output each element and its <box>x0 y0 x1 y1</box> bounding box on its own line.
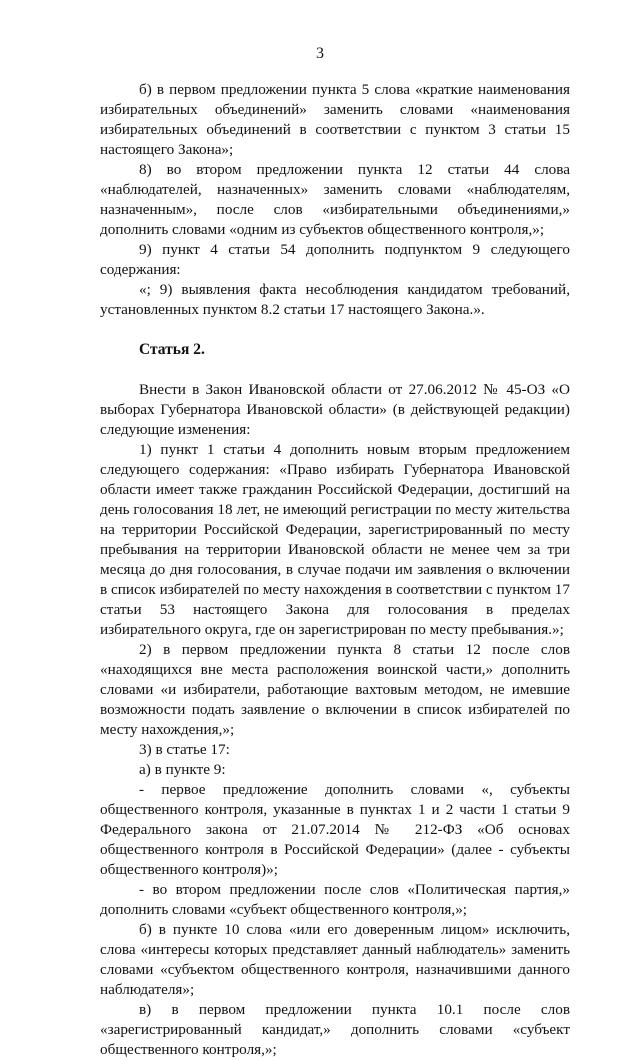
paragraph: б) в первом предложении пункта 5 слова «краткие наименования избирательных объединений» заменить словами «наименования избирательных объединений в соответствии с пунктом 3 статьи 15 настоящего Закона»; <box>100 81 570 158</box>
paragraph: 3) в статье 17: <box>139 741 230 758</box>
document-body <box>100 80 570 1060</box>
paragraph: - во втором предложении после слов «Политическая партия,» дополнить словами «субъект общественного контроля,»; <box>100 881 570 918</box>
paragraph: а) в пункте 9: <box>139 761 226 778</box>
article-heading: Статья 2. <box>139 341 205 358</box>
paragraph: 8) во втором предложении пункта 12 статьи 44 слова «наблюдателей, назначенных» заменить словами «наблюдателям, назначенным», после слов «избирательными объединениями,» дополнить словами «одним из субъектов общественного контроля,»; <box>100 161 570 238</box>
paragraph: в) в первом предложении пункта 10.1 после слов «зарегистрированный кандидат,» дополнить словами «субъект общественного контроля,»; <box>100 1001 570 1058</box>
page-number: 3 <box>316 45 324 62</box>
paragraph: 1) пункт 1 статьи 4 дополнить новым вторым предложением следующего содержания: «Право избирать Губернатора Ивановской области имеет также гражданин Российской Федерации, достигший на день голосования 18 лет, не имеющий регистрации по месту жительства на территории Российской Федерации, зарегистрированный по месту пребывания на территории Ивановской области не менее чем за три месяца до дня голосования, в случае подачи им заявления о включении в список избирателей по месту нахождения в соответствии с пунктом 17 статьи 53 настоящего Закона для голосования в пределах избирательного округа, где он зарегистрирован по месту пребывания.»; <box>100 441 570 638</box>
paragraph: Внести в Закон Ивановской области от 27.06.2012 № 45-ОЗ «О выборах Губернатора Ивановской области» (в действующей редакции) следующие изменения: <box>100 381 570 438</box>
paragraph: 9) пункт 4 статьи 54 дополнить подпунктом 9 следующего содержания: <box>100 241 570 278</box>
paragraph: «; 9) выявления факта несоблюдения кандидатом требований, установленных пунктом 8.2 статьи 17 настоящего Закона.». <box>100 281 570 318</box>
paragraph: 2) в первом предложении пункта 8 статьи 12 после слов «находящихся вне места расположения воинской части,» дополнить словами «и избиратели, работающие вахтовым методом, не имевшие возможности подать заявление о включении в список избирателей по месту нахождения,»; <box>100 641 570 738</box>
paragraph: - первое предложение дополнить словами «, субъекты общественного контроля, указанные в пунктах 1 и 2 части 1 статьи 9 Федерального закона от 21.07.2014 № 212-ФЗ «Об основах общественного контроля в Российской Федерации» (далее - субъекты общественного контроля)»; <box>100 781 570 878</box>
paragraph: б) в пункте 10 слова «или его доверенным лицом» исключить, слова «интересы которых представляет данный наблюдатель» заменить словами «субъектом общественного контроля, назначившими данного наблюдателя»; <box>100 921 570 998</box>
